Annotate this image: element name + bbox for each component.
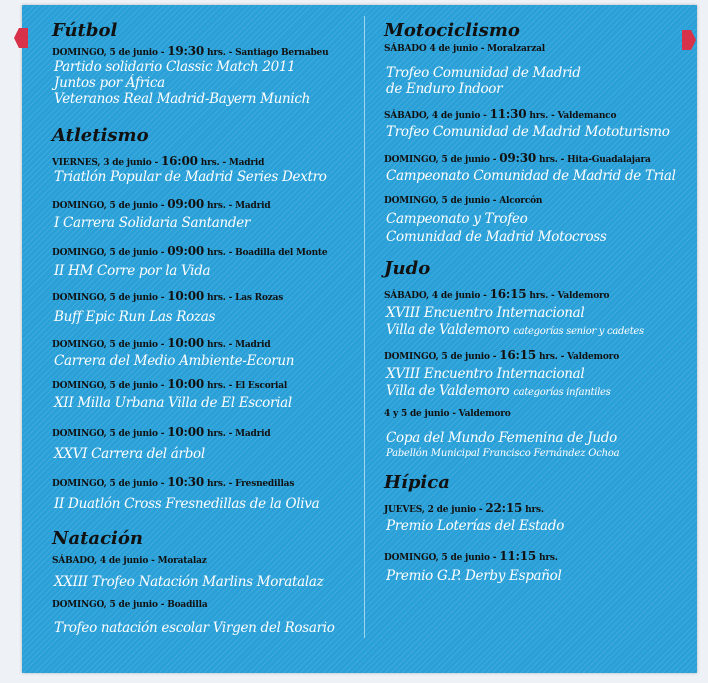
section-heading: Hípica <box>384 472 450 493</box>
column-divider <box>364 16 365 638</box>
event-title <box>54 575 323 590</box>
event-place: hrs. - Madrid <box>197 158 265 168</box>
event-title <box>386 384 610 400</box>
event-meta <box>384 107 616 121</box>
event-title <box>54 497 319 512</box>
event-title-text: Comunidad de Madrid Motocross <box>386 229 607 245</box>
event-category-note: categorías infantiles <box>513 387 611 398</box>
event-title-text: Villa de Valdemoro <box>386 383 510 399</box>
event-title <box>54 170 327 185</box>
event-title-text: Villa de Valdemoro <box>386 322 510 338</box>
section-heading: Judo <box>384 258 431 279</box>
event-title <box>386 306 584 321</box>
event-title-text: Trofeo natación escolar Virgen del Rosario <box>54 620 335 636</box>
event-time: 09:00 <box>167 197 205 211</box>
event-title-text: II Duatlón Cross Fresnedillas de la Oliva <box>54 496 320 512</box>
event-time: 16:00 <box>160 154 198 168</box>
event-date: DOMINGO, 5 de junio - <box>52 479 168 489</box>
event-title <box>386 367 584 382</box>
event-date: DOMINGO, 5 de junio - <box>52 381 168 391</box>
event-place: hrs. <box>522 505 544 515</box>
event-meta <box>52 197 270 211</box>
event-title <box>386 431 617 446</box>
event-title-text: Premio Loterías del Estado <box>386 518 565 534</box>
event-date: DOMINGO, 5 de junio - <box>384 553 500 563</box>
event-place: hrs. - Boadilla del Monte <box>204 248 328 258</box>
event-title-text: Partido solidario Classic Match 2011 <box>54 59 296 75</box>
event-meta <box>384 409 511 419</box>
event-date: DOMINGO, 5 de junio - <box>52 340 168 350</box>
event-meta <box>384 196 542 206</box>
event-date: SÁBADO, 4 de junio - <box>384 111 490 121</box>
event-place: hrs. <box>536 553 558 563</box>
event-title <box>386 169 676 184</box>
event-time: 19:30 <box>167 44 205 58</box>
event-title <box>54 264 210 279</box>
event-title-text: XII Milla Urbana Villa de El Escorial <box>54 395 292 411</box>
event-title-text: Juntos por África <box>54 75 165 91</box>
event-title <box>386 323 644 339</box>
event-title-text: XXVI Carrera del árbol <box>54 446 205 462</box>
event-title-text: Premio G.P. Derby Español <box>386 568 562 584</box>
event-meta <box>384 348 619 362</box>
ribbon-left-icon <box>14 28 28 48</box>
event-meta <box>52 425 270 439</box>
event-title-text: Buff Epic Run Las Rozas <box>54 309 216 325</box>
event-category-note: categorías senior y cadetes <box>513 326 644 337</box>
section-heading: Fútbol <box>52 20 118 41</box>
section-heading: Motociclismo <box>384 20 520 41</box>
event-meta <box>52 377 287 391</box>
event-date: DOMINGO, 5 de junio - Boadilla <box>52 600 208 610</box>
event-place: hrs. - Madrid <box>204 340 271 350</box>
event-place: hrs. - Santiago Bernabeu <box>204 48 329 58</box>
event-date: SÁBADO, 4 de junio - <box>384 291 490 301</box>
event-title <box>54 396 292 411</box>
event-title-text: XXIII Trofeo Natación Marlins Moratalaz <box>54 574 324 590</box>
event-title <box>386 212 527 227</box>
event-time: 11:30 <box>489 107 527 121</box>
event-title <box>54 60 295 75</box>
event-meta <box>52 244 327 258</box>
event-title <box>54 216 250 231</box>
event-place: hrs. - Hita-Guadalajara <box>536 155 651 165</box>
event-title-text: Campeonato Comunidad de Madrid de Trial <box>386 168 676 184</box>
event-meta <box>52 600 207 610</box>
event-meta <box>384 44 545 54</box>
event-place: hrs. - Valdemoro <box>526 291 610 301</box>
event-title-text: I Carrera Solidaria Santander <box>54 215 251 231</box>
event-date: DOMINGO, 5 de junio - <box>384 352 500 362</box>
event-date: DOMINGO, 5 de junio - <box>384 155 500 165</box>
section-heading: Atletismo <box>52 125 149 146</box>
event-meta <box>52 154 264 168</box>
event-place: hrs. - Madrid <box>204 429 271 439</box>
event-time: 10:30 <box>167 475 205 489</box>
event-time: 10:00 <box>167 289 205 303</box>
event-date: DOMINGO, 5 de junio - Alcorcón <box>384 196 543 206</box>
event-title <box>54 92 310 107</box>
event-meta <box>384 151 651 165</box>
event-meta <box>384 501 544 515</box>
event-time: 11:15 <box>499 549 537 563</box>
event-time: 10:00 <box>167 425 205 439</box>
event-title <box>386 519 564 534</box>
event-title-text: XVIII Encuentro Internacional <box>386 366 585 382</box>
event-title <box>386 82 502 97</box>
event-title <box>54 76 165 91</box>
event-venue: Pabellón Municipal Francisco Fernández Ochoa <box>386 448 620 459</box>
event-meta <box>52 289 283 303</box>
event-date: DOMINGO, 5 de junio - <box>52 201 168 211</box>
event-title <box>54 354 294 369</box>
event-meta <box>384 549 558 563</box>
event-date: VIERNES, 3 de junio - <box>52 158 161 168</box>
event-place: hrs. - Valdemanco <box>526 111 617 121</box>
event-title-text: Campeonato y Trofeo <box>386 211 528 227</box>
event-time: 16:15 <box>499 348 537 362</box>
event-title-text: Triatlón Popular de Madrid Series Dextro <box>54 169 327 185</box>
event-title <box>54 447 205 462</box>
event-title-text: Veteranos Real Madrid-Bayern Munich <box>54 91 311 107</box>
event-title <box>386 66 581 81</box>
event-date: DOMINGO, 5 de junio - <box>52 293 168 303</box>
event-date: JUEVES, 2 de junio - <box>384 505 486 515</box>
event-time: 10:00 <box>167 377 205 391</box>
event-meta <box>384 287 609 301</box>
event-time: 09:00 <box>167 244 205 258</box>
event-title-text: II HM Corre por la Vida <box>54 263 211 279</box>
event-place: hrs. - El Escorial <box>204 381 288 391</box>
event-title <box>386 125 670 140</box>
event-meta <box>52 44 328 58</box>
event-title-text: XVIII Encuentro Internacional <box>386 305 585 321</box>
event-title <box>54 310 215 325</box>
event-time: 09:30 <box>499 151 537 165</box>
event-time: 10:00 <box>167 336 205 350</box>
event-place: hrs. - Fresnedillas <box>204 479 295 489</box>
event-meta <box>52 336 270 350</box>
event-title-text: Carrera del Medio Ambiente-Ecorun <box>54 353 295 369</box>
event-date: DOMINGO, 5 de junio - <box>52 48 168 58</box>
event-date: 4 y 5 de junio - Valdemoro <box>384 409 511 419</box>
event-title-text: Trofeo Comunidad de Madrid <box>386 65 581 81</box>
event-title-text: Trofeo Comunidad de Madrid Mototurismo <box>386 124 670 140</box>
event-date: SÁBADO, 4 de junio - Moratalaz <box>52 556 207 566</box>
event-title <box>386 569 562 584</box>
event-time: 16:15 <box>489 287 527 301</box>
section-heading: Natación <box>52 528 143 549</box>
event-date: DOMINGO, 5 de junio - <box>52 248 168 258</box>
event-title <box>386 230 607 245</box>
event-place: hrs. - Madrid <box>204 201 271 211</box>
event-place: hrs. - Las Rozas <box>204 293 284 303</box>
event-meta <box>52 475 294 489</box>
event-time: 22:15 <box>485 501 523 515</box>
event-title-text: Copa del Mundo Femenina de Judo <box>386 430 617 446</box>
event-title-text: de Enduro Indoor <box>386 81 503 97</box>
event-meta <box>52 556 207 566</box>
event-place: hrs. - Valdemoro <box>536 352 619 362</box>
event-date: DOMINGO, 5 de junio - <box>52 429 168 439</box>
event-title <box>54 621 335 636</box>
event-date: SÁBADO 4 de junio - Moralzarzal <box>384 44 545 54</box>
